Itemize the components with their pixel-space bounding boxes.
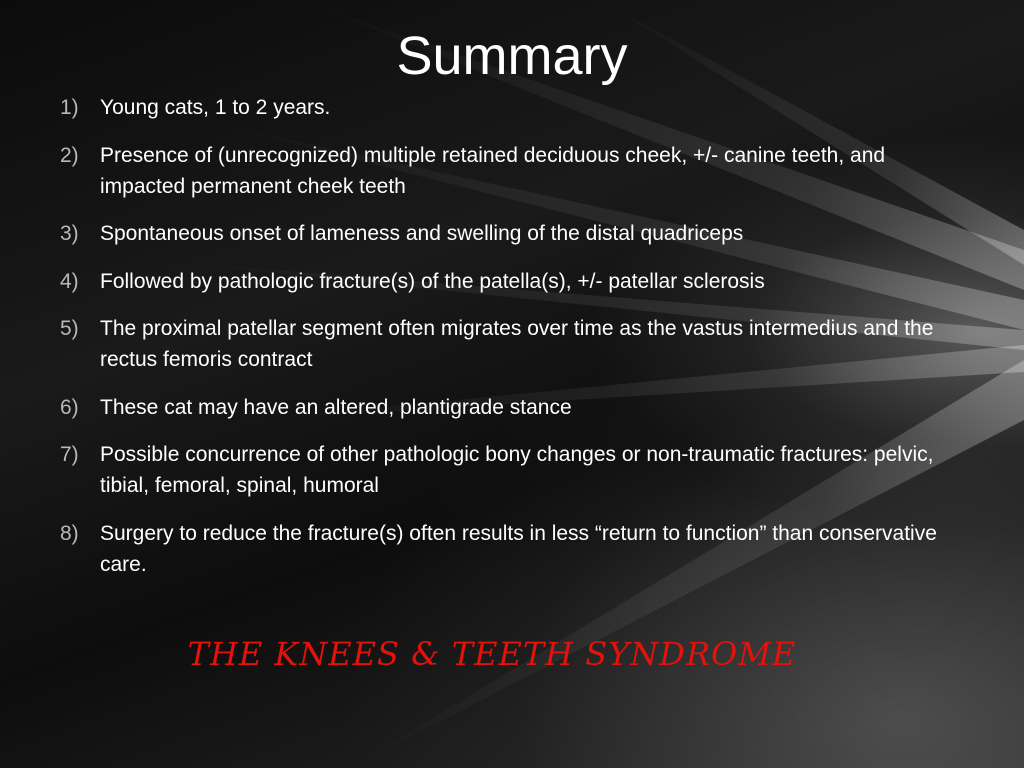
item-text: These cat may have an altered, plantigrade stance — [100, 395, 572, 419]
syndrome-heading: THE KNEES & TEETH SYNDROME — [187, 635, 797, 673]
list-item — [60, 518, 940, 580]
item-text: Presence of (unrecognized) multiple retained deciduous cheek, +/- canine teeth, and impacted permanent cheek teeth — [100, 143, 886, 198]
list-item — [60, 92, 940, 123]
item-text: Young cats, 1 to 2 years. — [100, 96, 331, 119]
item-number: 7) — [60, 443, 79, 466]
item-number: 4) — [60, 269, 79, 293]
item-number: 6) — [60, 395, 79, 419]
item-number: 2) — [60, 143, 79, 167]
item-text: Followed by pathologic fracture(s) of the patella(s), +/- patellar sclerosis — [100, 269, 765, 293]
item-number: 5) — [60, 317, 79, 340]
item-number: 8) — [60, 521, 79, 545]
item-text: The proximal patellar segment often migrates over time as the vastus intermedius and the rectus femoris contract — [100, 317, 934, 371]
item-text: Surgery to reduce the fracture(s) often results in less “return to function” than conservative care. — [100, 521, 937, 576]
slide-title: Summary — [396, 26, 628, 86]
list-item — [60, 140, 940, 202]
item-number: 1) — [60, 96, 79, 119]
summary-list — [60, 92, 940, 596]
item-number: 3) — [60, 222, 79, 245]
list-item — [60, 313, 940, 375]
item-text: Possible concurrence of other pathologic bony changes or non-traumatic fractures: pelvic, tibial, femoral, spinal, humoral — [100, 443, 934, 497]
list-item — [60, 266, 940, 297]
list-item — [60, 392, 940, 423]
list-item — [60, 439, 940, 501]
item-text: Spontaneous onset of lameness and swelling of the distal quadriceps — [100, 222, 744, 245]
list-item — [60, 218, 940, 249]
